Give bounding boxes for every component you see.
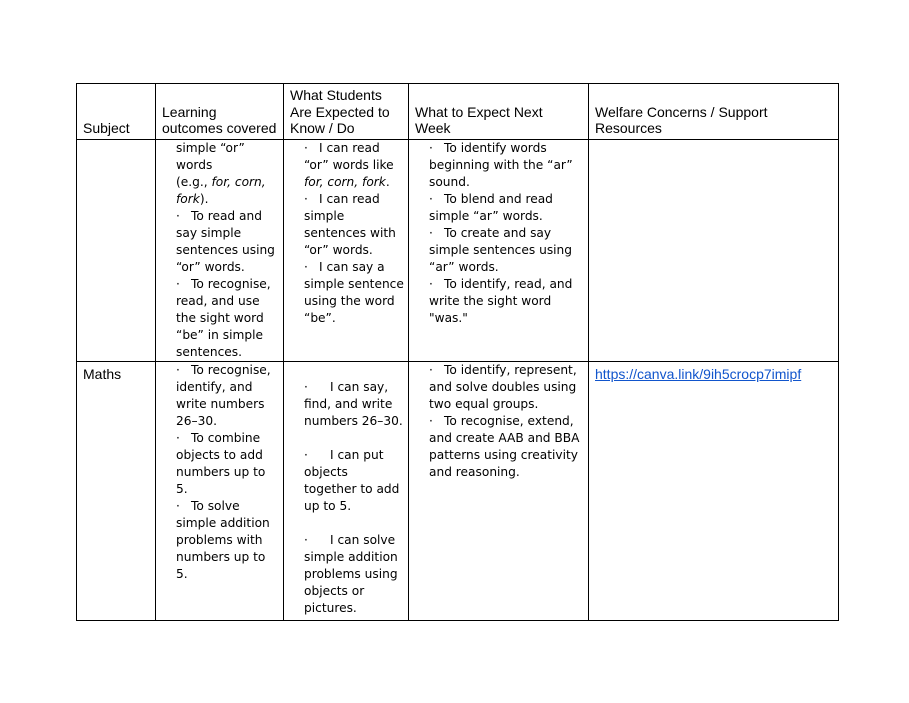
list-item: · I can put objects together to add up to 5. xyxy=(304,447,400,513)
list-item: · I can read simple sentences with “or” words. xyxy=(304,191,396,257)
expected-cell xyxy=(284,361,409,620)
header-learning-outcomes: Learning outcomes covered xyxy=(156,84,284,140)
list-item: simple “or” words (e.g., for, corn, fork). xyxy=(176,140,266,206)
outcomes-cell xyxy=(156,361,284,620)
table-row xyxy=(77,139,839,361)
header-expected: What Students Are Expected to Know / Do xyxy=(284,84,409,140)
list-item: · To blend and read simple “ar” words. xyxy=(429,191,553,223)
list-item: · To solve simple addition problems with numbers up to 5. xyxy=(176,498,270,581)
list-item: · To identify words beginning with the “ar” sound. xyxy=(429,140,573,189)
list-item: · To recognise, read, and use the sight word “be” in simple sentences. xyxy=(176,276,271,359)
welfare-cell xyxy=(589,139,839,361)
list-item: · To identify, read, and write the sight word "was." xyxy=(429,276,573,325)
subject-cell: Maths xyxy=(77,361,156,620)
header-next-week: What to Expect Next Week xyxy=(409,84,589,140)
list-item: · To read and say simple sentences using “or” words. xyxy=(176,208,275,274)
header-subject: Subject xyxy=(77,84,156,140)
list-item: · To recognise, extend, and create AAB and BBA patterns using creativity and reasoning. xyxy=(429,413,580,479)
expected-cell xyxy=(284,139,409,361)
list-item: · To create and say simple sentences using “ar” words. xyxy=(429,225,573,274)
list-item: · I can say, find, and write numbers 26–30. xyxy=(304,379,403,428)
list-item: · I can solve simple addition problems using objects or pictures. xyxy=(304,532,398,615)
list-item: · To combine objects to add numbers up to 5. xyxy=(176,430,266,496)
list-item: · To identify, represent, and solve doubles using two equal groups. xyxy=(429,362,577,411)
lesson-table xyxy=(76,83,839,621)
canva-resource-link[interactable]: https://canva.link/9ih5crocp7imipf xyxy=(595,365,802,382)
welfare-cell xyxy=(589,361,839,620)
next-week-cell xyxy=(409,361,589,620)
list-item: · I can say a simple sentence using the word “be”. xyxy=(304,259,404,325)
table-row xyxy=(77,361,839,620)
list-item: · To recognise, identify, and write numbers 26–30. xyxy=(176,362,271,428)
header-row xyxy=(77,84,839,140)
next-week-cell xyxy=(409,139,589,361)
subject-cell xyxy=(77,139,156,361)
outcomes-cell xyxy=(156,139,284,361)
header-welfare: Welfare Concerns / Support Resources xyxy=(589,84,839,140)
list-item: · I can read “or” words like for, corn, fork. xyxy=(304,140,394,189)
